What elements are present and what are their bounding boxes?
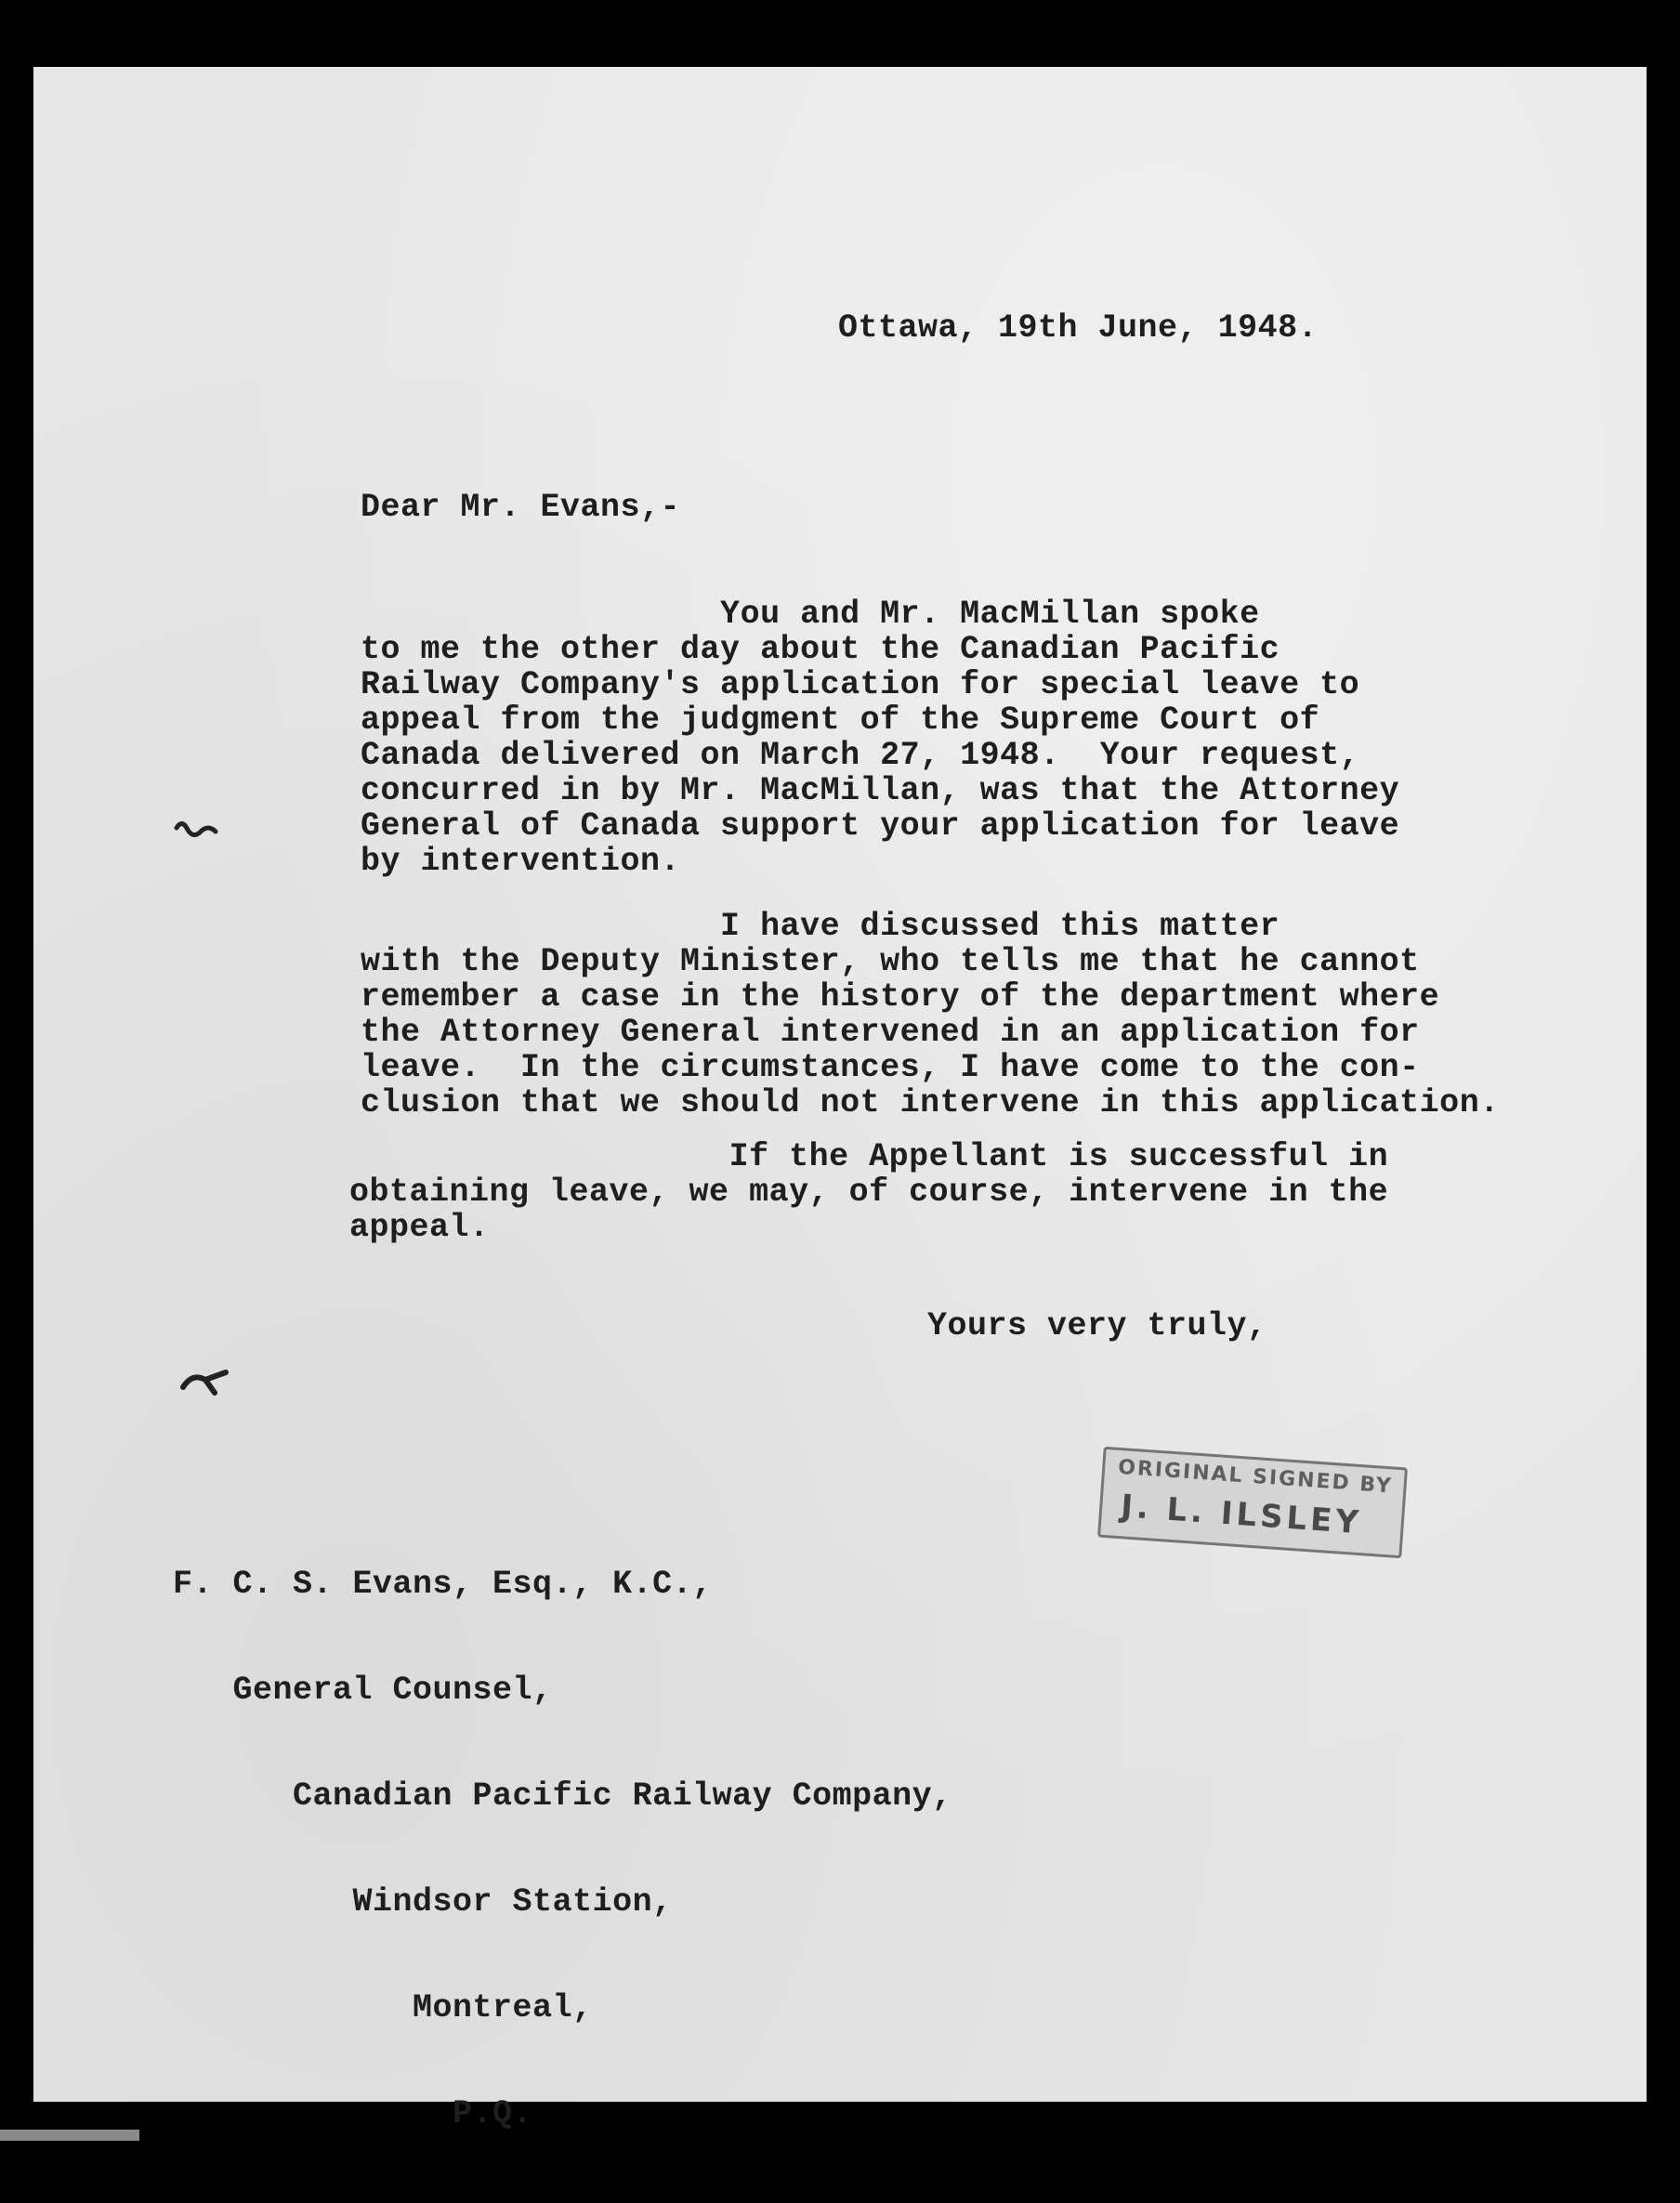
margin-mark <box>173 815 229 843</box>
address-line: General Counsel, <box>173 1672 553 1709</box>
paragraph-line: to me the other day about the Canadian Pacific <box>361 631 1280 668</box>
paragraph-line: remember a case in the history of the department where <box>361 978 1440 1016</box>
margin-mark <box>177 1363 243 1400</box>
closing: Yours very truly, <box>927 1307 1267 1344</box>
address-line: Montreal, <box>173 1989 593 2026</box>
address-line: Windsor Station, <box>173 1883 673 1921</box>
paragraph-line: clusion that we should not intervene in this application. <box>361 1084 1500 1121</box>
paragraph-line: with the Deputy Minister, who tells me that he cannot <box>361 943 1420 980</box>
paragraph-line: Canada delivered on March 27, 1948. Your request, <box>361 737 1360 774</box>
letter-date: Ottawa, 19th June, 1948. <box>838 309 1319 347</box>
letter-page <box>33 67 1647 2132</box>
paragraph-line: You and Mr. MacMillan spoke <box>361 596 1260 633</box>
paragraph-line: appeal from the judgment of the Supreme Court of <box>361 702 1320 739</box>
film-edge <box>0 2130 139 2141</box>
address-line: F. C. S. Evans, Esq., K.C., <box>173 1566 713 1603</box>
stamp-top-text: ORIGINAL SIGNED BY <box>1117 1455 1394 1499</box>
paragraph-line: Railway Company's application for special leave to <box>361 666 1360 703</box>
paragraph-line: by intervention. <box>361 843 681 880</box>
address-line: Canadian Pacific Railway Company, <box>173 1777 952 1815</box>
paragraph-line: obtaining leave, we may, of course, intervene in the <box>349 1174 1389 1211</box>
paragraph-1 <box>361 597 1399 879</box>
paragraph-line: leave. In the circumstances, I have come to the con- <box>361 1049 1420 1086</box>
paragraph-line: concurred in by Mr. MacMillan, was that the Attorney <box>361 772 1400 809</box>
signature-stamp <box>1097 1447 1408 1559</box>
salutation: Dear Mr. Evans,- <box>361 489 681 526</box>
address-line: P.Q. <box>173 2095 533 2132</box>
paragraph-line: appeal. <box>349 1209 490 1246</box>
paragraph-line: I have discussed this matter <box>361 908 1280 945</box>
paragraph-line: General of Canada support your application for leave <box>361 807 1400 845</box>
paragraph-2 <box>361 909 1500 1121</box>
paragraph-line: If the Appellant is successful in <box>349 1138 1389 1175</box>
paragraph-3 <box>349 1139 1388 1245</box>
stamp-signer-text: J. L. ILSLEY <box>1119 1488 1364 1542</box>
recipient-address <box>173 1496 952 2202</box>
paragraph-line: the Attorney General intervened in an application for <box>361 1014 1420 1051</box>
